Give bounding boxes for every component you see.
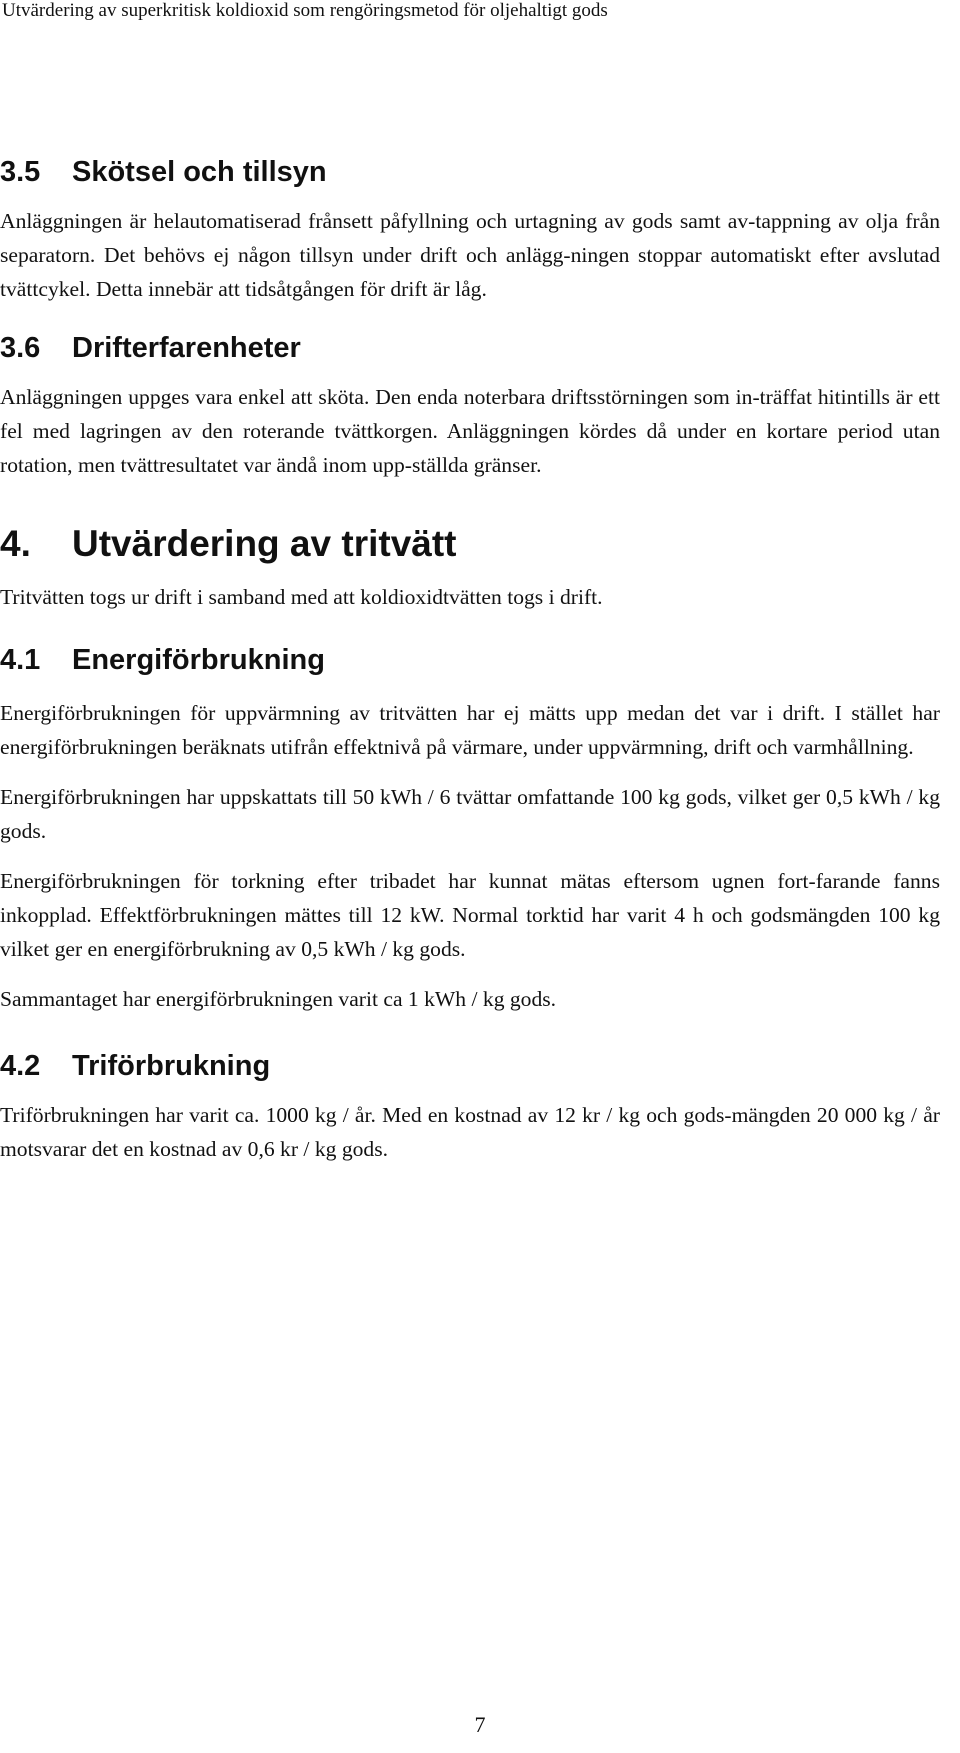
section-title: Drifterfarenheter xyxy=(72,332,301,364)
section-number: 4.2 xyxy=(0,1050,41,1082)
section-heading-3-6 xyxy=(0,330,940,366)
section-number: 3.6 xyxy=(0,332,41,364)
paragraph: Tritvätten togs ur drift i samband med att koldioxidtvätten togs i drift. xyxy=(0,585,603,609)
running-header: Utvärdering av superkritisk koldioxid som rengöringsmetod för oljehaltigt gods xyxy=(2,0,608,21)
section-number: 3.5 xyxy=(0,156,41,188)
paragraph: Triförbrukningen har varit ca. 1000 kg / år. Med en kostnad av 12 kr / kg och gods-mängden 20 000 kg / år motsvarar det en kostnad av 0,6 kr / kg gods. xyxy=(0,1103,940,1161)
section-title: Energiförbrukning xyxy=(72,644,325,676)
section-number: 4. xyxy=(0,523,31,564)
paragraph: Energiförbrukningen för torkning efter tribadet har kunnat mätas eftersom ugnen fort-farande fanns inkopplad. Effektförbrukningen mättes till 12 kW. Normal torktid har varit 4 h och godsmängden 100 kg vilket ger en energiförbrukning av 0,5 kWh / kg gods. xyxy=(0,869,940,961)
paragraph: Anläggningen uppges vara enkel att sköta. Den enda noterbara driftsstörningen som in-träffat hitintills är ett fel med lagringen av den roterande tvättkorgen. Anläggningen kördes då under en kortare period utan rotation, men tvättresultatet var ändå inom upp-ställda gränser. xyxy=(0,385,940,477)
paragraph: Energiförbrukningen har uppskattats till 50 kWh / 6 tvättar omfattande 100 kg gods, vilket ger 0,5 kWh / kg gods. xyxy=(0,785,940,843)
page-content xyxy=(0,154,940,1166)
page-number: 7 xyxy=(474,1712,486,1737)
section-heading-3-5 xyxy=(0,154,940,190)
section-heading-4-2 xyxy=(0,1048,940,1084)
section-number: 4.1 xyxy=(0,644,41,676)
section-title: Skötsel och tillsyn xyxy=(72,156,327,188)
chapter-heading-4 xyxy=(0,522,940,566)
paragraph: Anläggningen är helautomatiserad frånsett påfyllning och urtagning av gods samt av-tappning av olja från separatorn. Det behövs ej någon tillsyn under drift och anlägg-ningen stoppar automatiskt efter avslutad tvättcykel. Detta innebär att tidsåtgången för drift är låg. xyxy=(0,209,940,301)
paragraph: Sammantaget har energiförbrukningen varit ca 1 kWh / kg gods. xyxy=(0,987,557,1011)
section-title: Triförbrukning xyxy=(72,1050,271,1082)
paragraph: Energiförbrukningen för uppvärmning av tritvätten har ej mätts upp medan det var i drift. I stället har energiförbrukningen beräknats utifrån effektnivå på värmare, under uppvärmning, drift och varmhållning. xyxy=(0,701,940,759)
section-heading-4-1 xyxy=(0,642,940,678)
section-title: Utvärdering av tritvätt xyxy=(72,523,457,564)
